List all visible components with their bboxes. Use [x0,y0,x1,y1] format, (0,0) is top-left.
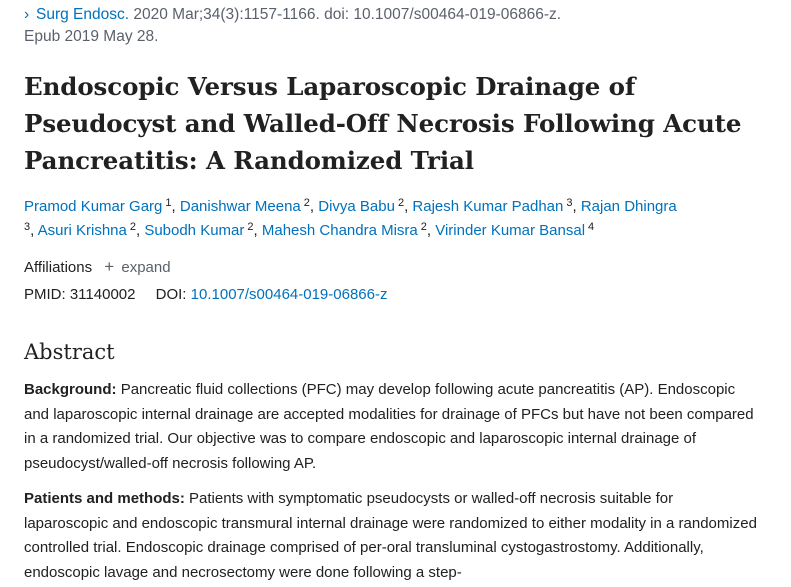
doi-link[interactable]: 10.1007/s00464-019-06866-z [190,286,388,303]
author-link[interactable]: Danishwar Meena [179,198,301,215]
author-link[interactable]: Divya Babu [318,198,395,215]
author-item [262,222,427,239]
author-item [144,222,253,239]
author-item [318,198,404,215]
author-item [435,222,594,239]
author-link[interactable]: Pramod Kumar Garg [24,198,163,215]
plus-icon: + [104,257,115,276]
doi-label: DOI: [155,286,187,303]
author-list: Pramod Kumar Garg $^1$, Danishwar Meena $^2$, Divya Babu $^2$, Rajesh Kumar Padhan $^3$, Rajan Dhingra $^3$, Asuri Krishna $^2$, Subodh Kumar $^2$, Mahesh Chandra Misra $^2$, Virinder Kumar Bansal $^4$ [24,197,677,239]
journal-link[interactable]: Surg Endosc. [36,6,130,23]
author-affiliation-number[interactable]: 3 [24,221,31,233]
author-affiliation-number[interactable]: 2 [247,221,254,233]
author-affiliation-number[interactable]: 2 [397,197,405,209]
citation-details: 2020 Mar;34(3):1157-1166. doi: 10.1007/s00464-019-06866-z. [129,6,562,23]
author-item [180,198,310,215]
author-affiliation-number[interactable]: 2 [129,221,136,233]
abstract-background-paragraph [24,378,759,476]
author-affiliation-number[interactable]: 2 [420,221,427,233]
pmid-value: 31140002 [69,286,136,303]
affiliations-row [24,256,171,279]
author-link[interactable]: Rajan Dhingra [580,198,677,215]
author-item [24,198,172,215]
epub-date: Epub 2019 May 28. [24,28,159,45]
author-item [412,198,572,215]
abstract-methods-paragraph [24,487,759,585]
author-affiliation-number[interactable]: 4 [588,221,595,233]
article-title: Endoscopic Versus Laparoscopic Drainage of Pseudocyst and Walled-Off Necrosis Following Acute Pancreatitis: A Randomized Trial [24,72,742,175]
author-affiliation-number[interactable]: 3 [566,197,573,209]
affiliations-expand-button[interactable] [104,259,170,276]
section-text: Pancreatic fluid collections (PFC) may develop following acute pancreatitis (AP). Endoscopic and laparoscopic internal drainage are accepted modalities for drainage of PFCs but have not been compared in a randomized trial. Our objective was to compare endoscopic and laparoscopic internal drainage of pseudocyst/walled-off necrosis following AP. [24,381,754,472]
author-affiliation-number[interactable]: 1 [165,197,172,209]
author-link[interactable]: Rajesh Kumar Padhan [412,198,564,215]
identifiers-row [24,284,387,306]
section-label: Background: [24,381,117,398]
author-item [38,222,136,239]
affiliations-label: Affiliations [24,259,93,276]
section-text: Patients with symptomatic pseudocysts or walled-off necrosis suitable for laparoscopic and endoscopic transmural internal drainage were randomized to either modality in a randomized controlled trial. Endoscopic drainage comprised of per-oral transluminal cystogastrostomy. Additionally, endoscopic lavage and necrosectomy were done following a step- [24,490,757,581]
citation-line [24,4,774,48]
author-link[interactable]: Asuri Krishna [37,222,127,239]
expand-label: expand [121,259,171,276]
chevron-right-icon[interactable]: › [24,6,30,23]
author-link[interactable]: Mahesh Chandra Misra [261,222,418,239]
author-link[interactable]: Virinder Kumar Bansal [435,222,586,239]
author-link[interactable]: Subodh Kumar [144,222,245,239]
section-label: Patients and methods: [24,490,185,507]
author-affiliation-number[interactable]: 2 [303,197,310,209]
pmid-label: PMID: [24,286,66,303]
abstract-heading: Abstract [24,340,115,364]
